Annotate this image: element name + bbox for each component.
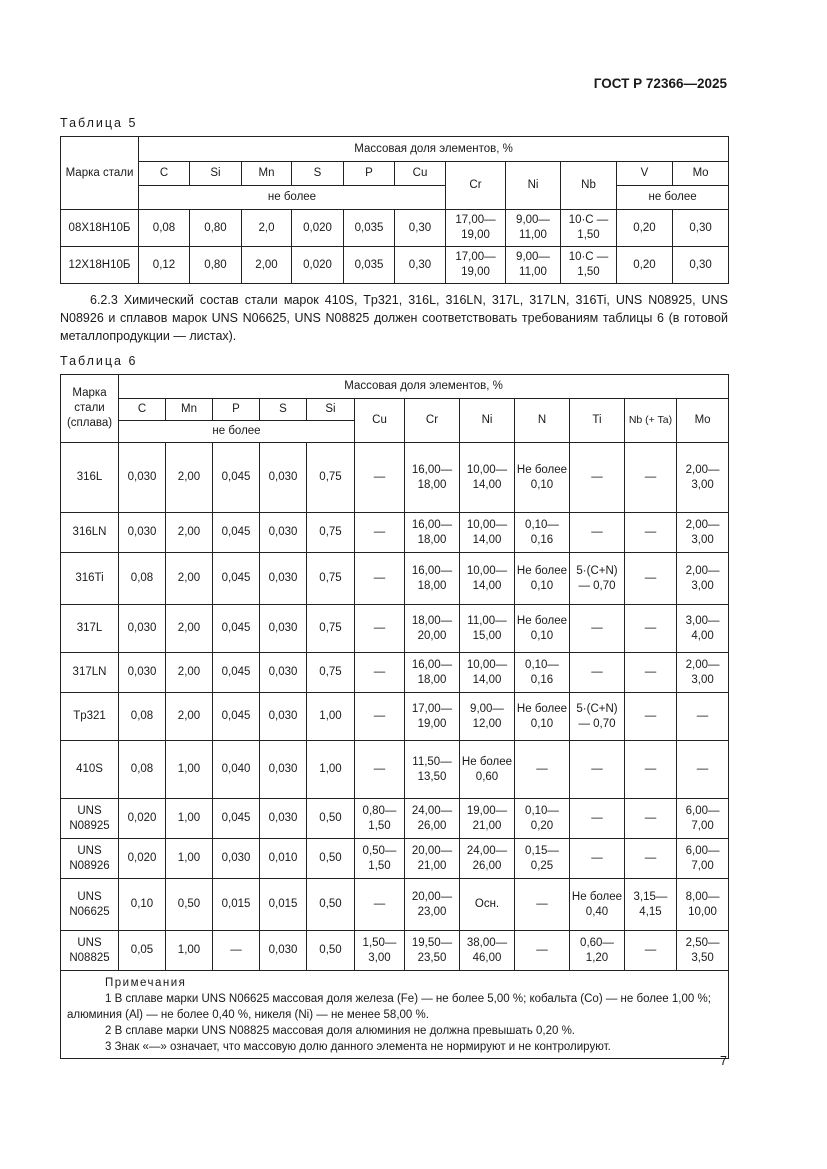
table6-col-mn: Mn [166,399,213,421]
table-cell: 2,00— 3,00 [677,553,729,605]
table-row [61,210,729,247]
table-cell: 0,75 [307,443,355,513]
table-cell: 8,00— 10,00 [677,879,729,931]
table5-col-mn: Mn [242,162,292,186]
table5-col-c: C [139,162,190,186]
table-cell: — [213,931,260,971]
table-cell: 10·C — 1,50 [561,210,617,247]
table-cell: 9,00— 12,00 [460,693,515,741]
table-cell: 12Х18Н10Б [61,247,139,284]
table6 [60,374,729,1059]
table-cell: 2,00— 3,00 [677,443,729,513]
table-row [61,931,729,971]
table-cell: 1,00 [166,741,213,799]
table-cell: UNS N08925 [61,799,119,839]
table-cell: Не более 0,10 [515,553,570,605]
note-item: 1 В сплаве марки UNS N06625 массовая доля железа (Fe) — не более 5,00 %; кобальта (Co) — не более 1,00 %; алюминия (Al) — не более 0,40 %, никеля (Ni) — не менее 58,00 %. [67,993,711,1021]
table-cell: — [515,741,570,799]
table-cell: 0,75 [307,605,355,653]
table-cell: Не более 0,60 [460,741,515,799]
table-cell: — [355,693,405,741]
table6-col-n: N [515,399,570,443]
table-cell: — [570,741,625,799]
table6-group-header: Массовая доля элементов, % [119,375,729,399]
table-cell: 0,15— 0,25 [515,839,570,879]
table-cell: 0,040 [213,741,260,799]
table-cell: 0,50— 1,50 [355,839,405,879]
table-cell: 0,030 [119,513,166,553]
table-cell: 08Х18Н10Б [61,210,139,247]
section-paragraph: 6.2.3 Химический состав стали марок 410S, Tp321, 316L, 316LN, 317L, 317LN, 316Ti, UNS N08925, UNS N08926 и сплавов марок UNS N06625, UNS N08825 должен соответствовать требованиям таблицы 6 (в готовой металлопродукции — листах). [60,293,728,343]
table-cell: 16,00— 18,00 [405,653,460,693]
table-cell: 0,030 [260,553,307,605]
table-cell: 16,00— 18,00 [405,513,460,553]
notes [61,971,729,1059]
table-cell: — [625,693,677,741]
table-cell: 6,00— 7,00 [677,799,729,839]
table-cell: 0,030 [119,443,166,513]
table-cell: 1,00 [307,741,355,799]
table-cell: 0,75 [307,653,355,693]
note-item: 3 Знак «—» означает, что массовую долю данного элемента не нормируют и не контролируют. [105,1041,611,1053]
table-cell: 10,00— 14,00 [460,553,515,605]
table-cell: 3,15— 4,15 [625,879,677,931]
table-cell: 16,00— 18,00 [405,443,460,513]
table-cell: 0,12 [139,247,190,284]
table-cell: UNS N08926 [61,839,119,879]
table-cell: 0,015 [213,879,260,931]
table-cell: 17,00— 19,00 [446,247,506,284]
table-cell: 1,00 [307,693,355,741]
table-cell: Tp321 [61,693,119,741]
table-cell: 1,00 [166,839,213,879]
table5-col-cu: Cu [395,162,446,186]
table-cell: 0,10 [119,879,166,931]
table-cell: 2,00 [166,553,213,605]
table-cell: 6,00— 7,00 [677,839,729,879]
table-cell: 3,00— 4,00 [677,605,729,653]
table-cell: 19,50— 23,50 [405,931,460,971]
table-row [61,693,729,741]
table5-grade-header: Марка стали [61,137,139,210]
table6-col-cr: Cr [405,399,460,443]
table-cell: 0,015 [260,879,307,931]
table-cell: 1,00 [166,931,213,971]
table-cell: 0,030 [260,799,307,839]
table-cell: 11,00— 15,00 [460,605,515,653]
table-cell: — [570,513,625,553]
table5-max-label: не более [617,186,729,210]
table6-col-mo: Mo [677,399,729,443]
page-number: 7 [720,1054,727,1068]
table-cell: — [515,931,570,971]
table-cell: 1,00 [166,799,213,839]
table-cell: 0,030 [260,443,307,513]
table-cell: 24,00— 26,00 [460,839,515,879]
table-cell: — [625,931,677,971]
table-cell: 0,030 [213,839,260,879]
table-cell: 316Ti [61,553,119,605]
table-cell: 0,10— 0,16 [515,513,570,553]
table-cell: UNS N08825 [61,931,119,971]
table-cell: 0,035 [344,247,395,284]
table-cell: 20,00— 21,00 [405,839,460,879]
table-cell: 0,50 [307,799,355,839]
table-cell: 0,010 [260,839,307,879]
table-cell: 2,50— 3,50 [677,931,729,971]
table-cell: — [355,879,405,931]
table6-caption: Таблица 6 [60,354,138,368]
table-cell: — [570,799,625,839]
table-cell: 0,50 [307,839,355,879]
table-cell: 10,00— 14,00 [460,513,515,553]
table-cell: 317L [61,605,119,653]
table-cell: Не более 0,10 [515,605,570,653]
table-cell: — [355,513,405,553]
table-row [61,879,729,931]
table-cell: 2,00 [166,693,213,741]
table-cell: 0,30 [395,210,446,247]
table-cell: 0,10— 0,20 [515,799,570,839]
table-cell: — [625,605,677,653]
table-cell: 0,045 [213,653,260,693]
table-cell: 0,50 [307,931,355,971]
table-cell: 0,80 [190,210,242,247]
table-cell: 0,045 [213,605,260,653]
table-cell: 0,80 [190,247,242,284]
table-cell: — [570,653,625,693]
table-cell: 2,00 [166,443,213,513]
table-cell: 0,035 [344,210,395,247]
table6-col-c: C [119,399,166,421]
table-cell: 0,20 [617,247,673,284]
table-cell: 18,00— 20,00 [405,605,460,653]
table-cell: 0,50 [166,879,213,931]
table6-col-si: Si [307,399,355,421]
table-cell: 0,50 [307,879,355,931]
table-cell: 0,60— 1,20 [570,931,625,971]
table-row [61,799,729,839]
table-cell: — [625,443,677,513]
table-row [61,653,729,693]
table6-col-p: P [213,399,260,421]
table-cell: — [625,513,677,553]
table-cell: 0,08 [119,741,166,799]
table-cell: — [515,879,570,931]
table-cell: 0,020 [119,799,166,839]
table-cell: 317LN [61,653,119,693]
table-row [61,443,729,513]
notes-title: Примечания [105,977,187,989]
table-cell: 0,030 [260,741,307,799]
table-cell: — [355,605,405,653]
table-cell: — [625,799,677,839]
table-cell: 0,020 [119,839,166,879]
table-cell: 17,00— 19,00 [446,210,506,247]
table-cell: UNS N06625 [61,879,119,931]
table-cell: 0,30 [673,247,729,284]
table-cell: 0,75 [307,513,355,553]
table-cell: 20,00— 23,00 [405,879,460,931]
table-cell: 0,030 [119,605,166,653]
table-cell: 0,10— 0,16 [515,653,570,693]
table-cell: 0,045 [213,513,260,553]
table-cell: Не более 0,40 [570,879,625,931]
table5-col-p: P [344,162,395,186]
table5 [60,136,729,284]
note-item: 2 В сплаве марки UNS N08825 массовая доля алюминия не должна превышать 0,20 %. [105,1025,576,1037]
table6-col-ti: Ti [570,399,625,443]
table-cell: — [355,653,405,693]
table-cell: — [677,741,729,799]
table-cell: 0,030 [260,605,307,653]
table-cell: 0,20 [617,210,673,247]
table-cell: — [625,553,677,605]
table5-col-nb: Nb [561,162,617,210]
table5-col-cr: Cr [446,162,506,210]
table-row [61,247,729,284]
table-cell: 0,020 [292,247,344,284]
table5-group-header: Массовая доля элементов, % [139,137,729,162]
table-cell: — [677,693,729,741]
table-cell: 1,50— 3,00 [355,931,405,971]
table-cell: 19,00— 21,00 [460,799,515,839]
table-cell: 11,50— 13,50 [405,741,460,799]
table-cell: — [625,839,677,879]
table-cell: 2,00— 3,00 [677,513,729,553]
table-cell: 316L [61,443,119,513]
table-cell: 9,00— 11,00 [506,247,561,284]
table-cell: 316LN [61,513,119,553]
table-cell: 0,045 [213,553,260,605]
table-row [61,605,729,653]
table-cell: 0,08 [119,693,166,741]
table-cell: — [625,653,677,693]
table-row [61,741,729,799]
table-cell: — [570,443,625,513]
table-cell: 410S [61,741,119,799]
table-cell: 0,045 [213,799,260,839]
table-cell: 0,05 [119,931,166,971]
table-cell: — [570,605,625,653]
table-cell: — [625,741,677,799]
table-cell: 2,00 [242,247,292,284]
table-cell: 5·(C+N) — 0,70 [570,693,625,741]
table6-grade-header: Марка стали (сплава) [61,375,119,443]
table-cell: 2,0 [242,210,292,247]
table-cell: 9,00— 11,00 [506,210,561,247]
table-cell: — [570,839,625,879]
table5-max-label: не более [139,186,446,210]
table-cell: 0,30 [395,247,446,284]
table-cell: 5·(C+N) — 0,70 [570,553,625,605]
table-cell: Не более 0,10 [515,693,570,741]
table-cell: 2,00 [166,653,213,693]
table-cell: 0,030 [260,513,307,553]
table-cell: 0,045 [213,693,260,741]
table-cell: 0,75 [307,553,355,605]
table5-col-si: Si [190,162,242,186]
table-cell: 10,00— 14,00 [460,443,515,513]
table-row [61,839,729,879]
table-cell: — [355,553,405,605]
table5-col-s: S [292,162,344,186]
table-cell: — [355,741,405,799]
table-cell: — [355,443,405,513]
table6-col-cu: Cu [355,399,405,443]
table6-col-nb-ta: Nb (+ Ta) [625,399,677,443]
table-cell: Осн. [460,879,515,931]
table-cell: 24,00— 26,00 [405,799,460,839]
table6-max-label: не более [119,421,355,443]
table-cell: 0,030 [119,653,166,693]
table-cell: 10,00— 14,00 [460,653,515,693]
table-cell: 17,00— 19,00 [405,693,460,741]
table-cell: 2,00 [166,605,213,653]
document-id: ГОСТ Р 72366—2025 [593,76,727,91]
table-cell: 0,045 [213,443,260,513]
table-cell: 16,00— 18,00 [405,553,460,605]
table5-caption: Таблица 5 [60,116,138,130]
table-cell: 0,30 [673,210,729,247]
table-cell: 0,020 [292,210,344,247]
table5-col-ni: Ni [506,162,561,210]
table-cell: 38,00— 46,00 [460,931,515,971]
table-row [61,513,729,553]
table-cell: 0,08 [119,553,166,605]
table-cell: 2,00 [166,513,213,553]
table5-col-v: V [617,162,673,186]
table6-col-ni: Ni [460,399,515,443]
table-cell: 2,00— 3,00 [677,653,729,693]
table-cell: 0,030 [260,693,307,741]
table-cell: 10·C — 1,50 [561,247,617,284]
table-cell: 0,80— 1,50 [355,799,405,839]
table-row [61,553,729,605]
table6-col-s: S [260,399,307,421]
table-cell: 0,030 [260,931,307,971]
table-cell: 0,08 [139,210,190,247]
table-cell: Не более 0,10 [515,443,570,513]
table5-col-mo: Mo [673,162,729,186]
notes-row [61,971,729,1059]
table-cell: 0,030 [260,653,307,693]
